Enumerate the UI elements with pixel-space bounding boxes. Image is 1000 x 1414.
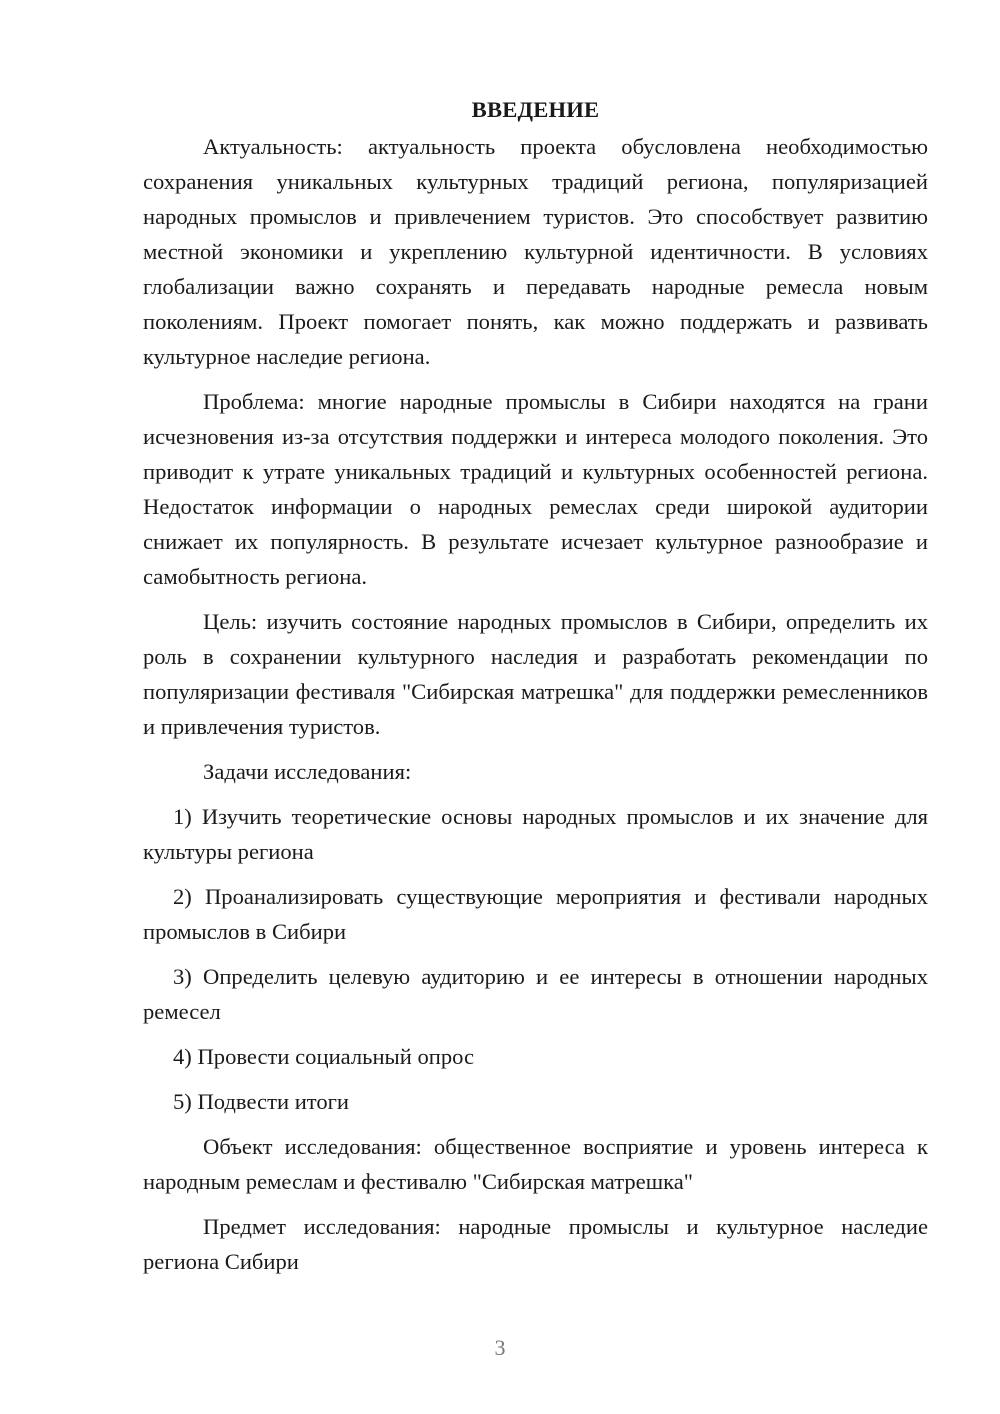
subject-paragraph: Предмет исследования: народные промыслы и культурное наследие региона Сибири [143, 1214, 928, 1274]
task-item-4: 4) Провести социальный опрос [173, 1044, 475, 1069]
task-item-3: 3) Определить целевую аудиторию и ее интересы в отношении народных ремесел [143, 964, 928, 1024]
object-paragraph: Объект исследования: общественное восприятие и уровень интереса к народным ремеслам и фестивалю "Сибирская матрешка" [143, 1134, 928, 1194]
page-content [143, 92, 928, 1289]
page-number: 3 [494, 1335, 506, 1360]
task-item-2: 2) Проанализировать существующие мероприятия и фестивали народных промыслов в Сибири [143, 884, 928, 944]
section-title: ВВЕДЕНИЕ [471, 97, 600, 122]
task-item-1: 1) Изучить теоретические основы народных промыслов и их значение для культуры региона [143, 804, 928, 864]
tasks-heading: Задачи исследования: [203, 759, 412, 784]
problem-paragraph: Проблема: многие народные промыслы в Сибири находятся на грани исчезновения из-за отсутствия поддержки и интереса молодого поколения. Это приводит к утрате уникальных традиций и культурных особенностей региона. Недостаток информации о народных ремеслах среди широкой аудитории снижает их популярность. В результате исчезает культурное разнообразие и самобытность региона. [143, 389, 928, 589]
task-item-5: 5) Подвести итоги [173, 1089, 350, 1114]
goal-paragraph: Цель: изучить состояние народных промыслов в Сибири, определить их роль в сохранении культурного наследия и разработать рекомендации по популяризации фестиваля "Сибирская матрешка" для поддержки ремесленников и привлечения туристов. [143, 609, 928, 739]
relevance-paragraph: Актуальность: актуальность проекта обусловлена необходимостью сохранения уникальных культурных традиций региона, популяризацией народных промыслов и привлечением туристов. Это способствует развитию местной экономики и укреплению культурной идентичности. В условиях глобализации важно сохранять и передавать народные ремесла новым поколениям. Проект помогает понять, как можно поддержать и развивать культурное наследие региона. [143, 134, 928, 369]
